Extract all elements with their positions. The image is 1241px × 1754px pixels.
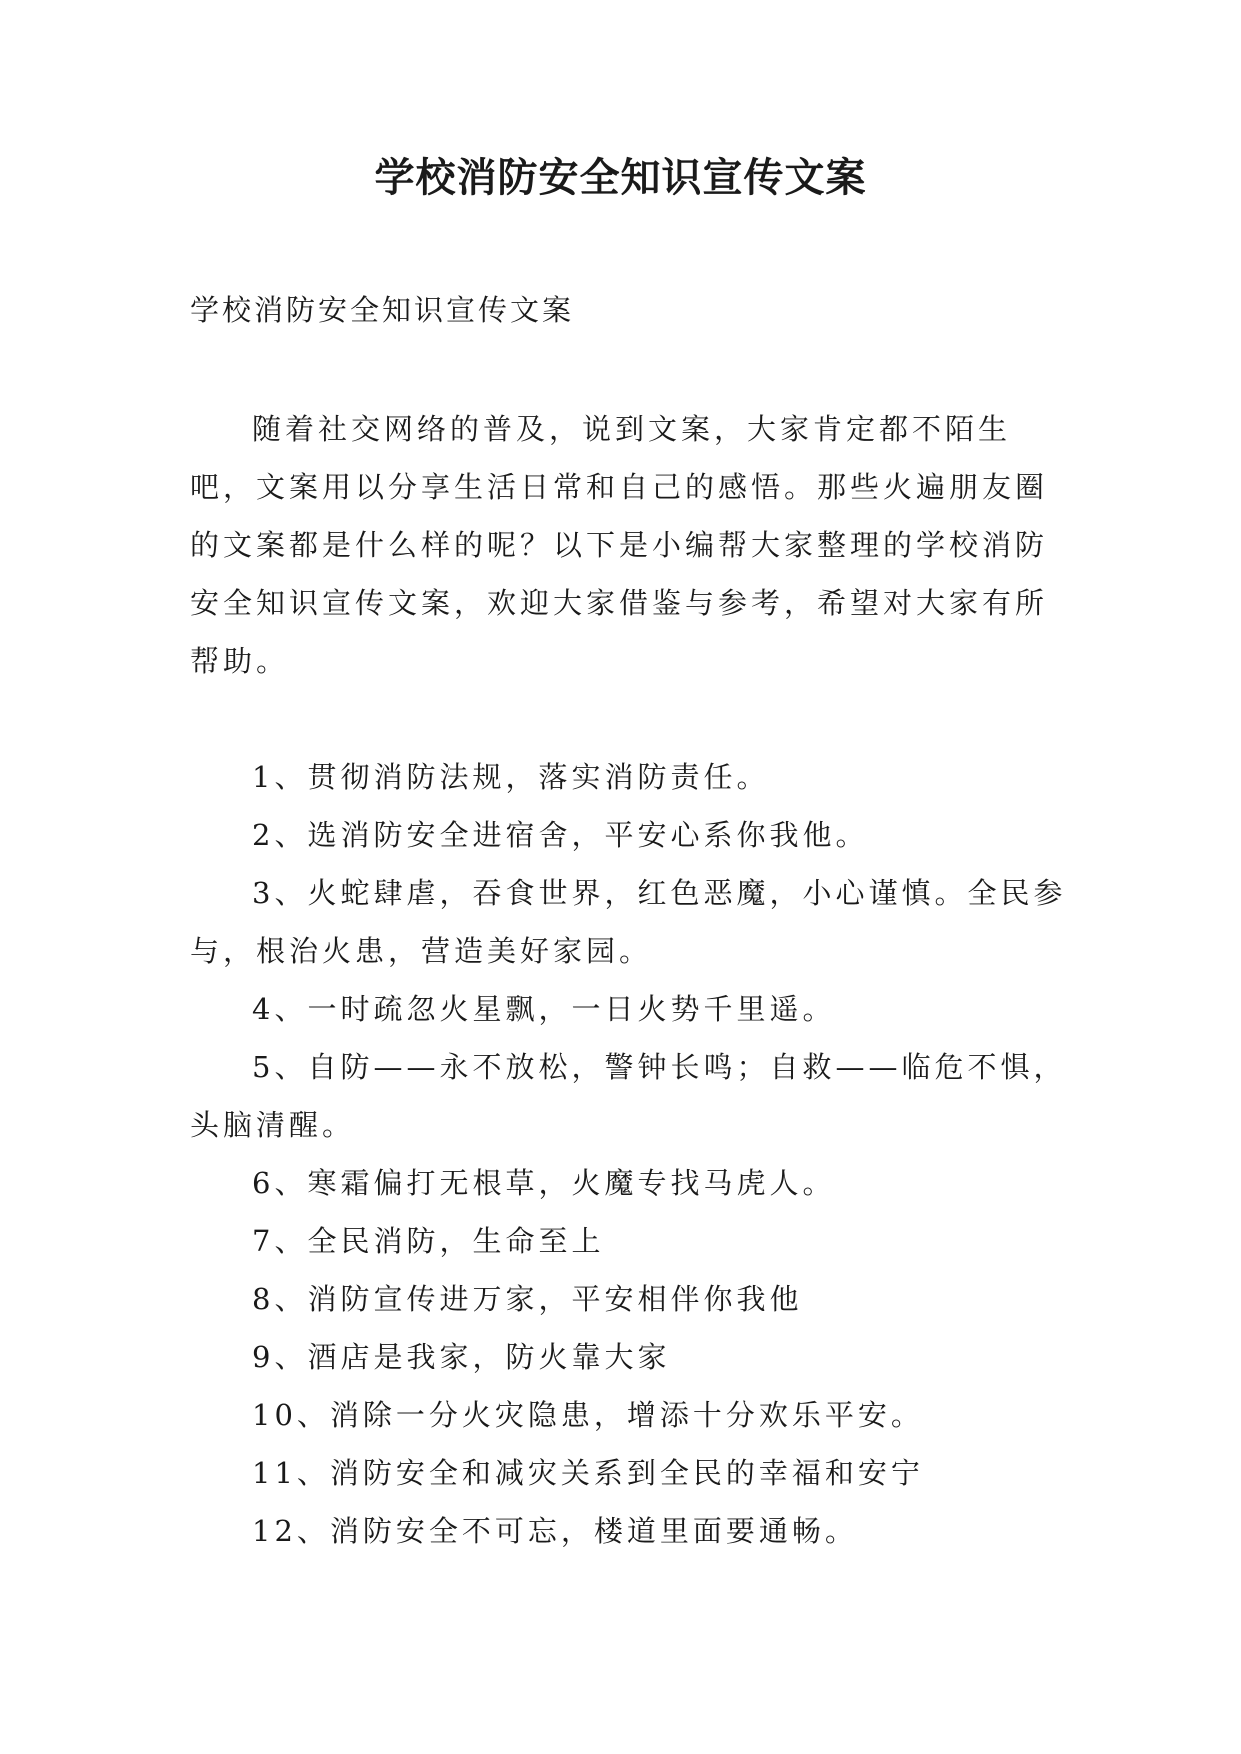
document-subtitle: 学校消防安全知识宣传文案 [190,293,575,327]
intro-paragraph: 随着社交网络的普及，说到文案，大家肯定都不陌生吧，文案用以分享生活日常和自己的感悟。那些火遍朋友圈的文案都是什么样的呢？以下是小编帮大家整理的学校消防安全知识宣传文案，欢迎大家借鉴与参考，希望对大家有所帮助。 [190,412,1049,678]
list-item: 7、全民消防，生命至上 [252,1224,605,1258]
list-item: 8、消防宣传进万家，平安相伴你我他 [252,1282,803,1316]
document-title: 学校消防安全知识宣传文案 [374,155,867,201]
list-item: 2、选消防安全进宿舍，平安心系你我他。 [252,818,869,852]
list-item: 10、消除一分火灾隐患，增添十分欢乐平安。 [252,1398,924,1432]
list-item: 5、自防——永不放松，警钟长鸣；自救——临危不惧，头脑清醒。 [190,1050,1067,1142]
list-item: 9、酒店是我家，防火靠大家 [252,1340,671,1374]
list-item: 3、火蛇肆虐，吞食世界，红色恶魔，小心谨慎。全民参与，根治火患，营造美好家园。 [190,876,1067,968]
list-item: 1、贯彻消防法规，落实消防责任。 [252,760,770,794]
list-item: 6、寒霜偏打无根草，火魔专找马虎人。 [252,1166,836,1200]
list-item: 4、一时疏忽火星飘，一日火势千里遥。 [252,992,836,1026]
list-item: 12、消防安全不可忘，楼道里面要通畅。 [252,1514,858,1548]
slogan-list [190,748,1070,1560]
list-item: 11、消防安全和减灾关系到全民的幸福和安宁 [252,1456,924,1490]
